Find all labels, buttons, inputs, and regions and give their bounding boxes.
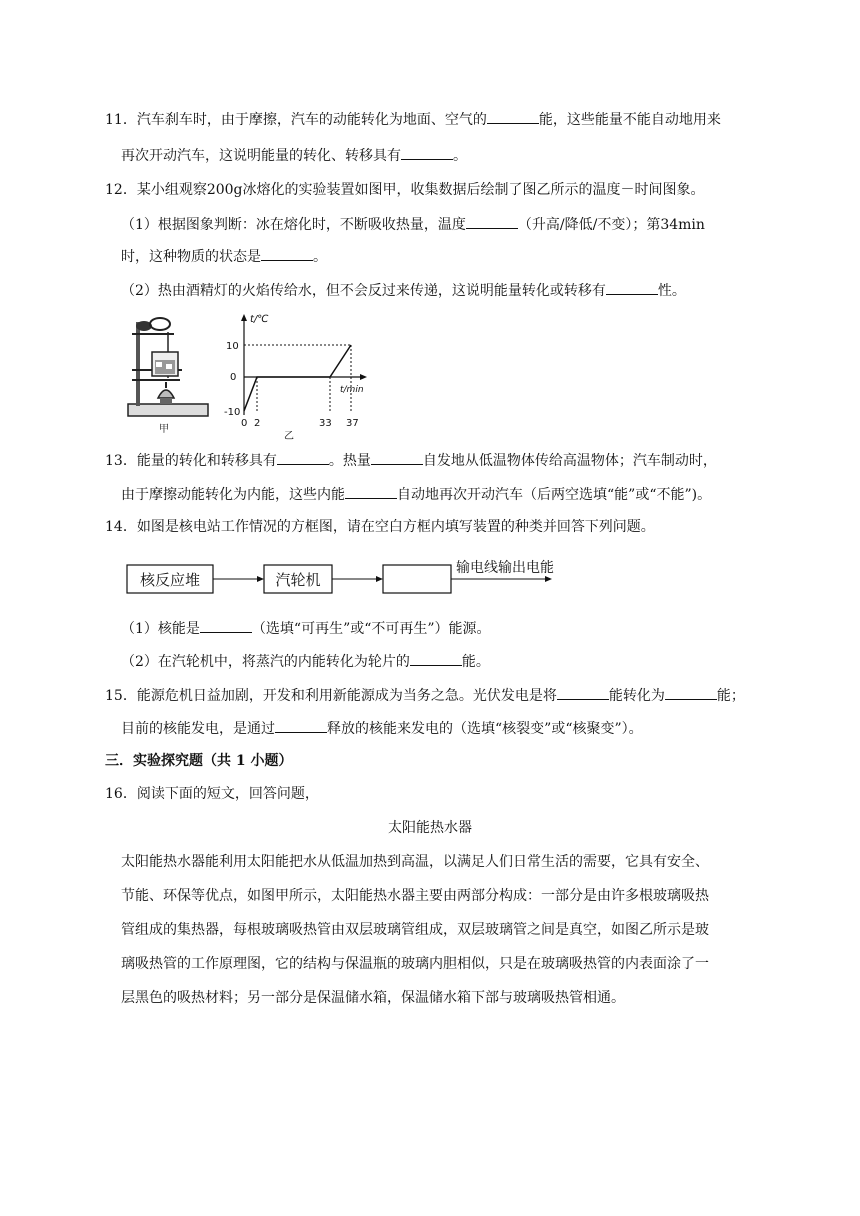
q14-p2-text-b: 能。 <box>461 654 490 670</box>
q12-p1-line1 <box>121 214 705 235</box>
temperature-curve <box>244 345 351 411</box>
q13-line1 <box>105 450 717 471</box>
article-title: 太阳能热水器 <box>388 820 472 836</box>
q14-p2-text-a: （2）在汽轮机中，将蒸汽的内能转化为轮片的 <box>121 654 410 670</box>
q11-text-b: 能，这些能量不能自动地用来 <box>538 112 721 128</box>
y-tick-0: 0 <box>230 372 237 383</box>
arrow-icon <box>376 576 383 582</box>
q11-blank-2[interactable] <box>401 145 453 160</box>
temperature-time-graph <box>222 312 370 440</box>
q12-blank-2[interactable] <box>261 246 313 261</box>
figure-label-jia: 甲 <box>159 424 169 434</box>
q16-stem: 16．阅读下面的短文，回答问题， <box>105 786 319 802</box>
section-heading: 三．实验探究题（共 1 小题） <box>105 753 293 769</box>
q14-p1-text-a: （1）核能是 <box>121 621 200 637</box>
q11-line2 <box>121 145 467 166</box>
q15-text-b: 能转化为 <box>608 688 665 704</box>
q14-blank-1[interactable] <box>200 618 252 633</box>
q15-blank-1[interactable] <box>557 685 609 700</box>
reactor-box-label: 核反应堆 <box>139 571 201 589</box>
q12-p2-text-a: （2）热由酒精灯的火焰传给水，但不会反过来传递，这说明能量转化或转移有 <box>121 283 606 299</box>
x-tick-0: 0 <box>241 418 248 429</box>
article-para-line-4: 璃吸热管的工作原理图，它的结构与保温瓶的玻璃内胆相似，只是在玻璃吸热管的内表面涂了一 <box>121 956 709 972</box>
x-tick-2: 2 <box>254 418 261 429</box>
blank-device-box <box>383 565 451 593</box>
q12-blank-3[interactable] <box>606 280 658 295</box>
article-para-line-1: 太阳能热水器能利用太阳能把水从低温加热到高温，以满足人们日常生活的需要，它具有安全、 <box>121 854 709 870</box>
q14-blank-2[interactable] <box>410 651 462 666</box>
q15-text-d: 目前的核能发电，是通过 <box>121 721 275 737</box>
q14-stem: 14．如图是核电站工作情况的方框图，请在空白方框内填写装置的种类并回答下列问题。 <box>105 519 655 535</box>
q13-text-e: 自动地再次开动汽车（后两空选填“能”或“不能”)。 <box>397 487 712 503</box>
y-tick-10: 10 <box>226 341 239 352</box>
q11-text-a: 11．汽车刹车时，由于摩擦，汽车的动能转化为地面、空气的 <box>105 112 487 128</box>
x-tick-33: 33 <box>319 418 332 429</box>
figure-label-yi: 乙 <box>284 431 294 440</box>
q11-line1 <box>105 109 721 130</box>
q15-blank-2[interactable] <box>665 685 717 700</box>
x-tick-37: 37 <box>346 418 359 429</box>
q13-text-a: 13．能量的转化和转移具有 <box>105 453 277 469</box>
q15-text-a: 15．能源危机日益加剧，开发和利用新能源成为当务之急。光伏发电是将 <box>105 688 557 704</box>
turbine-box-label: 汽轮机 <box>275 571 321 589</box>
q15-blank-3[interactable] <box>275 718 327 733</box>
q15-line1 <box>105 685 745 706</box>
article-para-line-5: 层黑色的吸热材料；另一部分是保温储水箱，保温储水箱下部与玻璃吸热管相通。 <box>121 990 625 1006</box>
q12-p1-line2 <box>121 246 327 267</box>
ice-melting-apparatus-figure <box>122 312 212 434</box>
q14-p1-text-b: （选填“可再生”或“不可再生”）能源。 <box>251 621 491 637</box>
alcohol-lamp <box>158 390 174 398</box>
article-para-line-2: 节能、环保等优点，如图甲所示，太阳能热水器主要由两部分构成：一部分是由许多根玻璃吸热 <box>121 888 709 904</box>
q12-blank-1[interactable] <box>466 214 518 229</box>
q13-text-d: 由于摩擦动能转化为内能，这些内能 <box>121 487 345 503</box>
q14-p2 <box>121 651 490 672</box>
q12-p1-text-b: （升高/降低/不变）；第34min <box>517 217 705 233</box>
q11-text-d: 。 <box>453 148 467 164</box>
q11-text-c: 再次开动汽车，这说明能量的转化、转移具有 <box>121 148 401 164</box>
q15-text-c: 能； <box>716 688 745 704</box>
nuclear-plant-flow-diagram <box>122 555 562 600</box>
q13-line2 <box>121 484 711 505</box>
arrow-icon <box>257 576 264 582</box>
q12-p2-text-b: 性。 <box>657 283 686 299</box>
x-axis-label: t/min <box>340 385 364 395</box>
q13-blank-3[interactable] <box>345 484 397 499</box>
q12-stem: 12．某小组观察200g冰熔化的实验装置如图甲，收集数据后绘制了图乙所示的温度－时间图象。 <box>105 182 705 198</box>
arrow-icon <box>545 576 552 582</box>
q12-p1-text-a: （1）根据图象判断：冰在熔化时，不断吸收热量，温度 <box>121 217 466 233</box>
q12-p2 <box>121 280 686 301</box>
q13-blank-1[interactable] <box>277 450 329 465</box>
article-para-line-3: 管组成的集热器，每根玻璃吸热管由双层玻璃管组成，双层玻璃管之间是真空，如图乙所示是玻 <box>121 922 709 938</box>
y-axis-label: t/℃ <box>250 314 269 325</box>
q11-blank-1[interactable] <box>487 109 539 124</box>
q12-p1-text-c: 时，这种物质的状态是 <box>121 249 261 265</box>
q13-text-c: 自发地从低温物体传给高温物体；汽车制动时， <box>422 453 717 469</box>
y-tick-minus10: -10 <box>224 407 241 418</box>
q15-text-e: 释放的核能来发电的（选填“核裂变”或“核聚变”）。 <box>327 721 643 737</box>
q13-text-b: 。热量 <box>328 453 371 469</box>
output-label: 输电线输出电能 <box>456 560 554 576</box>
q13-blank-2[interactable] <box>371 450 423 465</box>
q12-p1-text-d: 。 <box>313 249 327 265</box>
q14-p1 <box>121 618 491 639</box>
q15-line2 <box>121 718 643 739</box>
